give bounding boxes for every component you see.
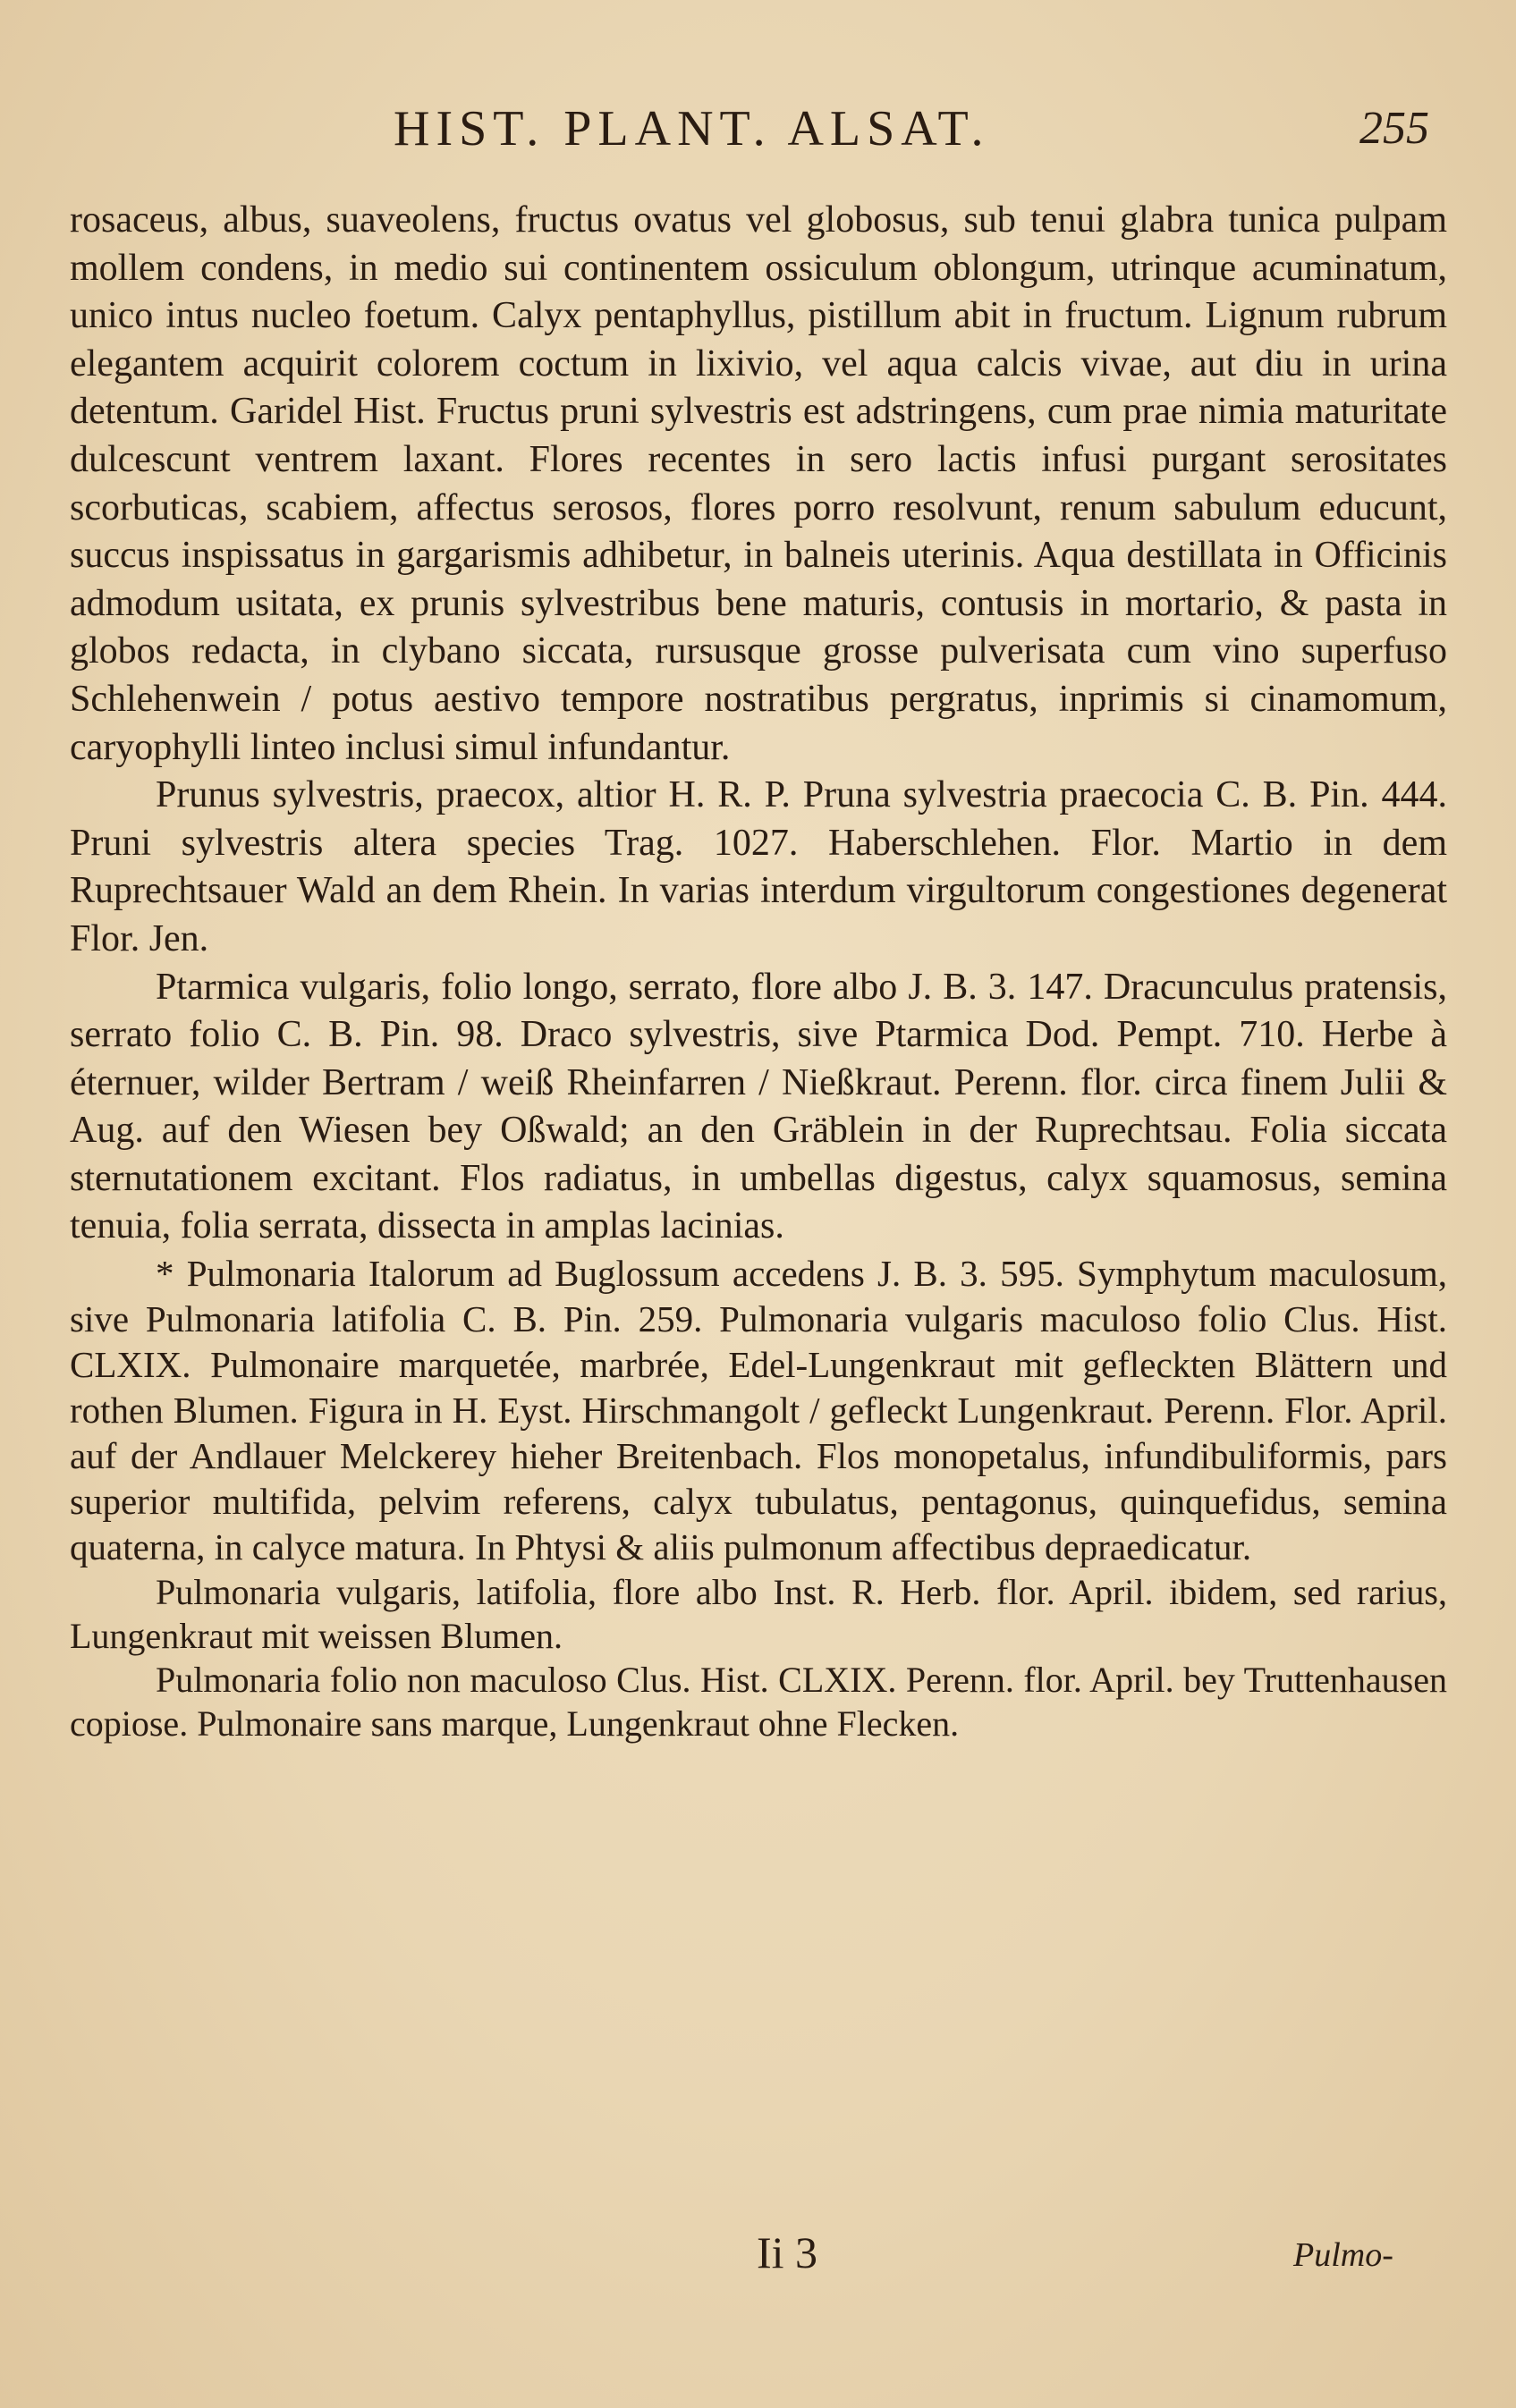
paragraph-prunus-sylvestris-praecox: Prunus sylvestris, praecox, altior H. R. P. Pruna sylvestria praecocia C. B. Pin. 444. Pruni sylvestris altera species Trag. 1027. Haberschlehen. Flor. Martio in dem Ruprechtsauer Wald an dem Rhein. In varias interdum virgultorum congestiones degenerat Flor. Jen. [70,774,1447,959]
body-text [70,197,1447,1745]
paragraph-pulmonaria-italorum: * Pulmonaria Italorum ad Buglossum accedens J. B. 3. 595. Symphytum maculosum, sive Pulmonaria latifolia C. B. Pin. 259. Pulmonaria vulgaris maculoso folio Clus. Hist. CLXIX. Pulmonaire marquetée, marbrée, Edel-Lungenkraut mit gefleckten Blättern und rothen Blumen. Figura in H. Eyst. Hirschmangolt / gefleckt Lungenkraut. Perenn. Flor. April. auf der Andlauer Melckerey hieher Breitenbach. Flos monopetalus, infundibuliformis, pars superior multifida, pelvim referens, calyx tubulatus, pentagonus, quinquefidus, semina quaterna, in calyce matura. In Phtysi & aliis pulmonum affectibus depraedicatur. [70,1253,1447,1568]
paragraph-pulmonaria-flore-albo: Pulmonaria vulgaris, latifolia, flore albo Inst. R. Herb. flor. April. ibidem, sed rarius, Lungenkraut mit weissen Blumen. [70,1572,1447,1657]
catchword: Pulmo- [1293,2236,1393,2274]
running-head: HIST. PLANT. ALSAT. [394,101,990,156]
paragraph-ptarmica-vulgaris: Ptarmica vulgaris, folio longo, serrato, flore albo J. B. 3. 147. Dracunculus pratensis, serrato folio C. B. Pin. 98. Draco sylvestris, sive Ptarmica Dod. Pempt. 710. Herbe à éternuer, wilder Bertram / weiß Rheinfarren / Nießkraut. Perenn. flor. circa finem Julii & Aug. auf den Wiesen bey Oßwald; an den Gräblein in der Ruprechtsau. Folia siccata sternutationem excitant. Flos radiatus, in umbellas digestus, calyx squamosus, semina tenuia, folia serrata, dissecta in amplas lacinias. [70,966,1447,1247]
paragraph-pulmonaria-non-maculoso: Pulmonaria folio non maculoso Clus. Hist. CLXIX. Perenn. flor. April. bey Truttenhausen copiose. Pulmonaire sans marque, Lungenkraut ohne Flecken. [70,1660,1447,1745]
paragraph-prunus-description: rosaceus, albus, suaveolens, fructus ovatus vel globosus, sub tenui glabra tunica pulpam mollem condens, in medio sui continentem ossiculum oblongum, utrinque acuminatum, unico intus nucleo foetum. Calyx pentaphyllus, pistillum abit in fructum. Lignum rubrum elegantem acquirit colorem coctum in lixivio, vel aqua calcis vivae, aut diu in urina detentum. Garidel Hist. Fructus pruni sylvestris est adstringens, cum prae nimia maturitate dulcescunt ventrem laxant. Flores recentes in sero lactis infusi purgant serositates scorbuticas, scabiem, affectus serosos, flores porro resolvunt, renum sabulum educunt, succus inspissatus in gargarismis adhibetur, in balneis uterinis. Aqua destillata in Officinis admodum usitata, ex prunis sylvestribus bene maturis, contusis in mortario, & pasta in globos redacta, in clybano siccata, rursusque grosse pulverisata cum vino superfuso Schlehenwein / potus aestivo tempore nostratibus pergratus, inprimis si cinamomum, caryophylli linteo inclusi simul infundantur. [70,199,1447,768]
signature-mark: Ii 3 [757,2227,818,2277]
page-number: 255 [1359,103,1429,154]
